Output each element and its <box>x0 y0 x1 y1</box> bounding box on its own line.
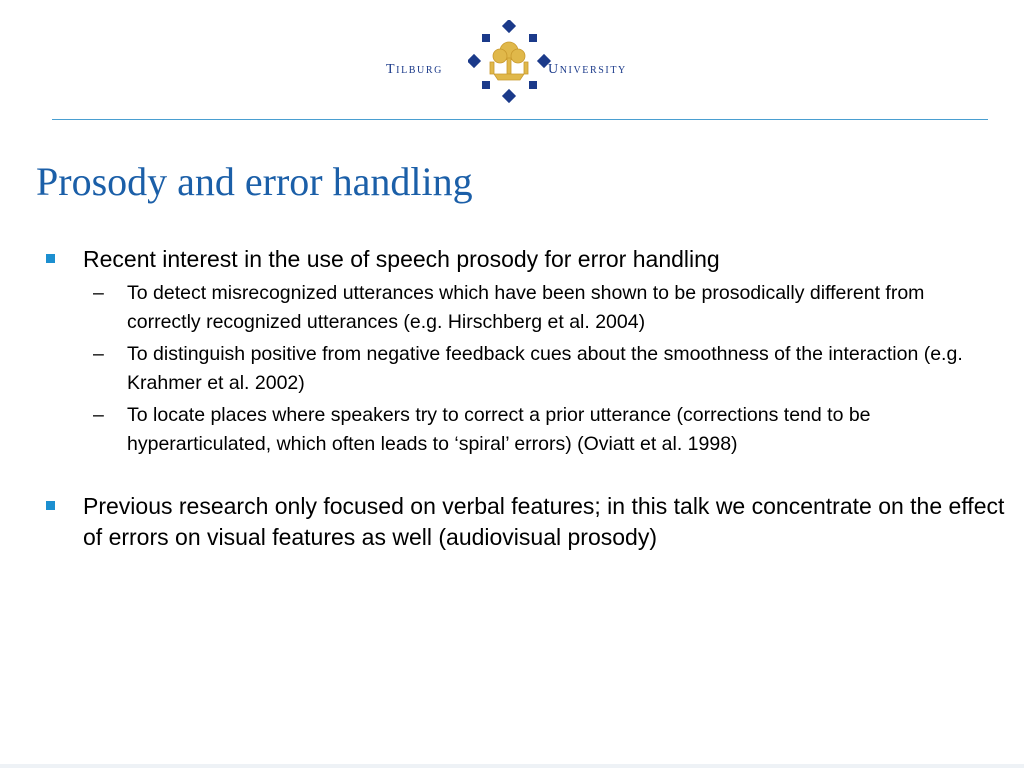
sub-bullet-text: To detect misrecognized utterances which have been shown to be prosodically different from correctly recognized utterances (e.g. Hirschberg et al. 2004) <box>127 282 925 333</box>
square-bullet-icon <box>46 254 55 263</box>
square-bullet-icon <box>46 501 55 510</box>
dash-bullet-icon: – <box>93 404 104 426</box>
sub-bullet-text: To distinguish positive from negative feedback cues about the smoothness of the interaction (e.g. Krahmer et al. 2002) <box>127 343 963 394</box>
logo-word-tilburg: Tilburg <box>386 62 443 77</box>
bullet-text: Recent interest in the use of speech prosody for error handling <box>83 246 720 272</box>
bullet-text: Previous research only focused on verbal features; in this talk we concentrate on the effect of errors on visual features as well (audiovisual prosody) <box>83 493 1005 550</box>
logo-word-university: University <box>548 62 627 77</box>
tree-emblem-icon <box>468 20 552 104</box>
sub-bullet-list <box>83 279 1010 459</box>
sub-bullet-text: To locate places where speakers try to correct a prior utterance (corrections tend to be hyperarticulated, which often leads to ‘spiral’ errors) (Oviatt et al. 1998) <box>127 404 871 455</box>
sub-bullet-item <box>83 340 1010 398</box>
footer-strip <box>0 764 1024 768</box>
bullet-item <box>0 491 1010 553</box>
sub-bullet-item <box>83 401 1010 459</box>
header-divider <box>52 119 988 120</box>
bullet-item <box>0 244 1010 459</box>
slide-title: Prosody and error handling <box>36 159 473 204</box>
dash-bullet-icon: – <box>93 282 104 304</box>
bullet-list <box>0 244 1010 553</box>
dash-bullet-icon: – <box>93 343 104 365</box>
sub-bullet-item <box>83 279 1010 337</box>
university-logo <box>382 20 662 104</box>
